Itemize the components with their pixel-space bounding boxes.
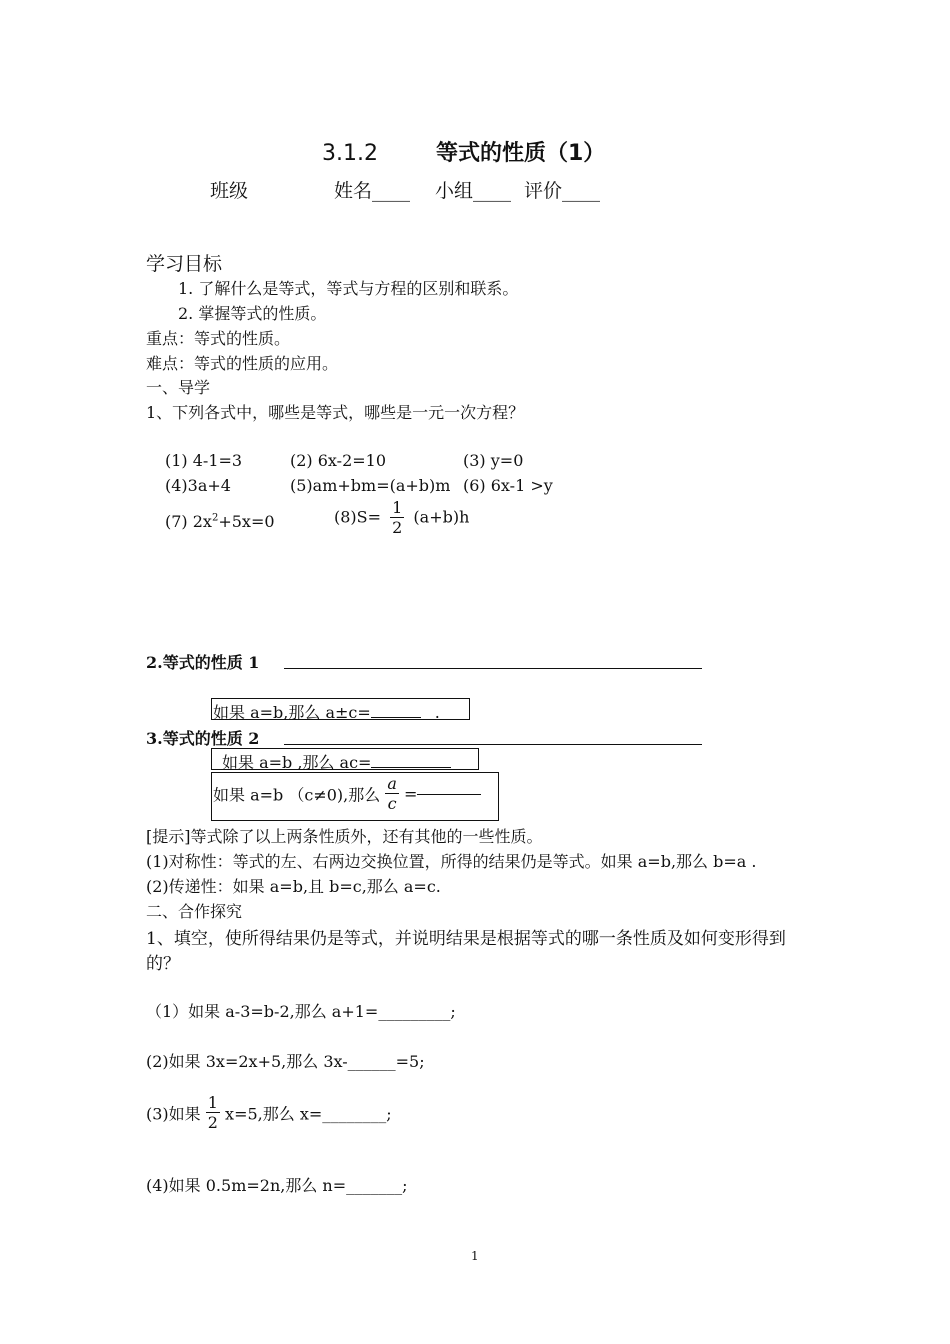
item8-numerator: 1 bbox=[392, 498, 403, 517]
item8-fraction bbox=[390, 500, 404, 536]
property2-box2-text bbox=[213, 776, 481, 812]
equation-item-8 bbox=[334, 500, 469, 536]
property2-box2-label: 如果 a=b （c≠0),那么 bbox=[213, 785, 381, 805]
item7-prefix: (7) 2x bbox=[165, 512, 212, 531]
hint-transitivity: (2)传递性：如果 a=b,且 b=c,那么 a=c. bbox=[146, 877, 441, 896]
property2-box1-label: 如果 a=b ,那么 ac= bbox=[222, 753, 372, 772]
title-name: 等式的性质（1） bbox=[435, 141, 606, 166]
exercise3-denominator: 2 bbox=[207, 1113, 218, 1132]
difficulty: 难点：等式的性质的应用。 bbox=[146, 354, 339, 373]
exercise3-suffix: x=5,那么 x=________; bbox=[225, 1104, 392, 1124]
equation-item-4: (4)3a+4 bbox=[165, 476, 231, 495]
goal-item-2: 2. 掌握等式的性质。 bbox=[178, 304, 327, 323]
property2-blank1[interactable] bbox=[371, 767, 451, 768]
section2-question-line2: 的？ bbox=[146, 954, 180, 974]
section1-question: 1、下列各式中，哪些是等式，哪些是一元一次方程？ bbox=[146, 403, 525, 422]
key-point: 重点：等式的性质。 bbox=[146, 329, 291, 348]
group-label: 小组____ bbox=[435, 180, 512, 202]
equation-item-5: (5)am+bm=(a+b)m bbox=[290, 476, 451, 495]
item7-exponent: 2 bbox=[211, 512, 219, 524]
class-label: 班级 bbox=[210, 180, 249, 202]
equation-item-6: (6) 6x-1 >y bbox=[463, 476, 553, 495]
hint-text: [提示]等式除了以上两条性质外，还有其他的一些性质。 bbox=[146, 827, 543, 846]
property1-heading: 2.等式的性质 1 bbox=[146, 653, 260, 672]
property1-box-label: 如果 a=b,那么 a±c= bbox=[213, 703, 371, 722]
section2-heading: 二、合作探究 bbox=[146, 902, 243, 921]
property2-box2-numerator: a bbox=[387, 774, 397, 793]
hint-symmetry: (1)对称性：等式的左、右两边交换位置，所得的结果仍是等式。如果 a=b,那么 b=a . bbox=[146, 852, 757, 871]
exercise3-fraction bbox=[206, 1095, 220, 1131]
exercise-1: （1）如果 a-3=b-2,那么 a+1=_________; bbox=[146, 1002, 456, 1021]
equation-item-3: (3) y=0 bbox=[463, 451, 524, 470]
property1-box-end: . bbox=[434, 703, 440, 722]
equation-item-2: (2) 6x-2=10 bbox=[290, 451, 387, 470]
property1-box-text bbox=[213, 700, 440, 723]
item8-prefix: (8)S= bbox=[334, 507, 382, 527]
property2-box1-text bbox=[222, 750, 451, 773]
exercise3-numerator: 1 bbox=[207, 1093, 218, 1112]
property2-box2-denominator: c bbox=[387, 794, 397, 813]
item8-suffix: (a+b)h bbox=[413, 507, 470, 527]
property2-heading: 3.等式的性质 2 bbox=[146, 729, 260, 748]
property2-box2-fraction bbox=[385, 776, 399, 812]
exercise3-prefix: (3)如果 bbox=[146, 1104, 201, 1124]
exercise-2: (2)如果 3x=2x+5,那么 3x-______=5; bbox=[146, 1052, 425, 1071]
property2-box2-equals: = bbox=[403, 784, 418, 804]
property2-blank2[interactable] bbox=[417, 794, 481, 795]
page-number: 1 bbox=[471, 1249, 479, 1263]
item7-suffix: +5x=0 bbox=[218, 512, 275, 531]
name-label: 姓名____ bbox=[334, 180, 411, 202]
item8-denominator: 2 bbox=[392, 518, 403, 537]
goal-item-1: 1. 了解什么是等式，等式与方程的区别和联系。 bbox=[178, 279, 519, 298]
property1-answer-line[interactable] bbox=[284, 668, 702, 669]
page-title bbox=[322, 136, 605, 167]
title-number: 3.1.2 bbox=[322, 141, 378, 166]
section1-heading: 一、导学 bbox=[146, 378, 211, 397]
equation-item-7 bbox=[165, 512, 275, 531]
score-label: 评价____ bbox=[524, 180, 601, 202]
section2-question-line1: 1、填空，使所得结果仍是等式，并说明结果是根据等式的哪一条性质及如何变形得到 bbox=[146, 929, 786, 949]
exercise-3 bbox=[146, 1095, 392, 1131]
equation-item-1: (1) 4-1=3 bbox=[165, 451, 243, 470]
property1-blank[interactable] bbox=[371, 717, 421, 718]
property2-answer-line[interactable] bbox=[284, 744, 702, 745]
goals-heading: 学习目标 bbox=[146, 253, 223, 275]
exercise-4: (4)如果 0.5m=2n,那么 n=_______; bbox=[146, 1176, 408, 1195]
